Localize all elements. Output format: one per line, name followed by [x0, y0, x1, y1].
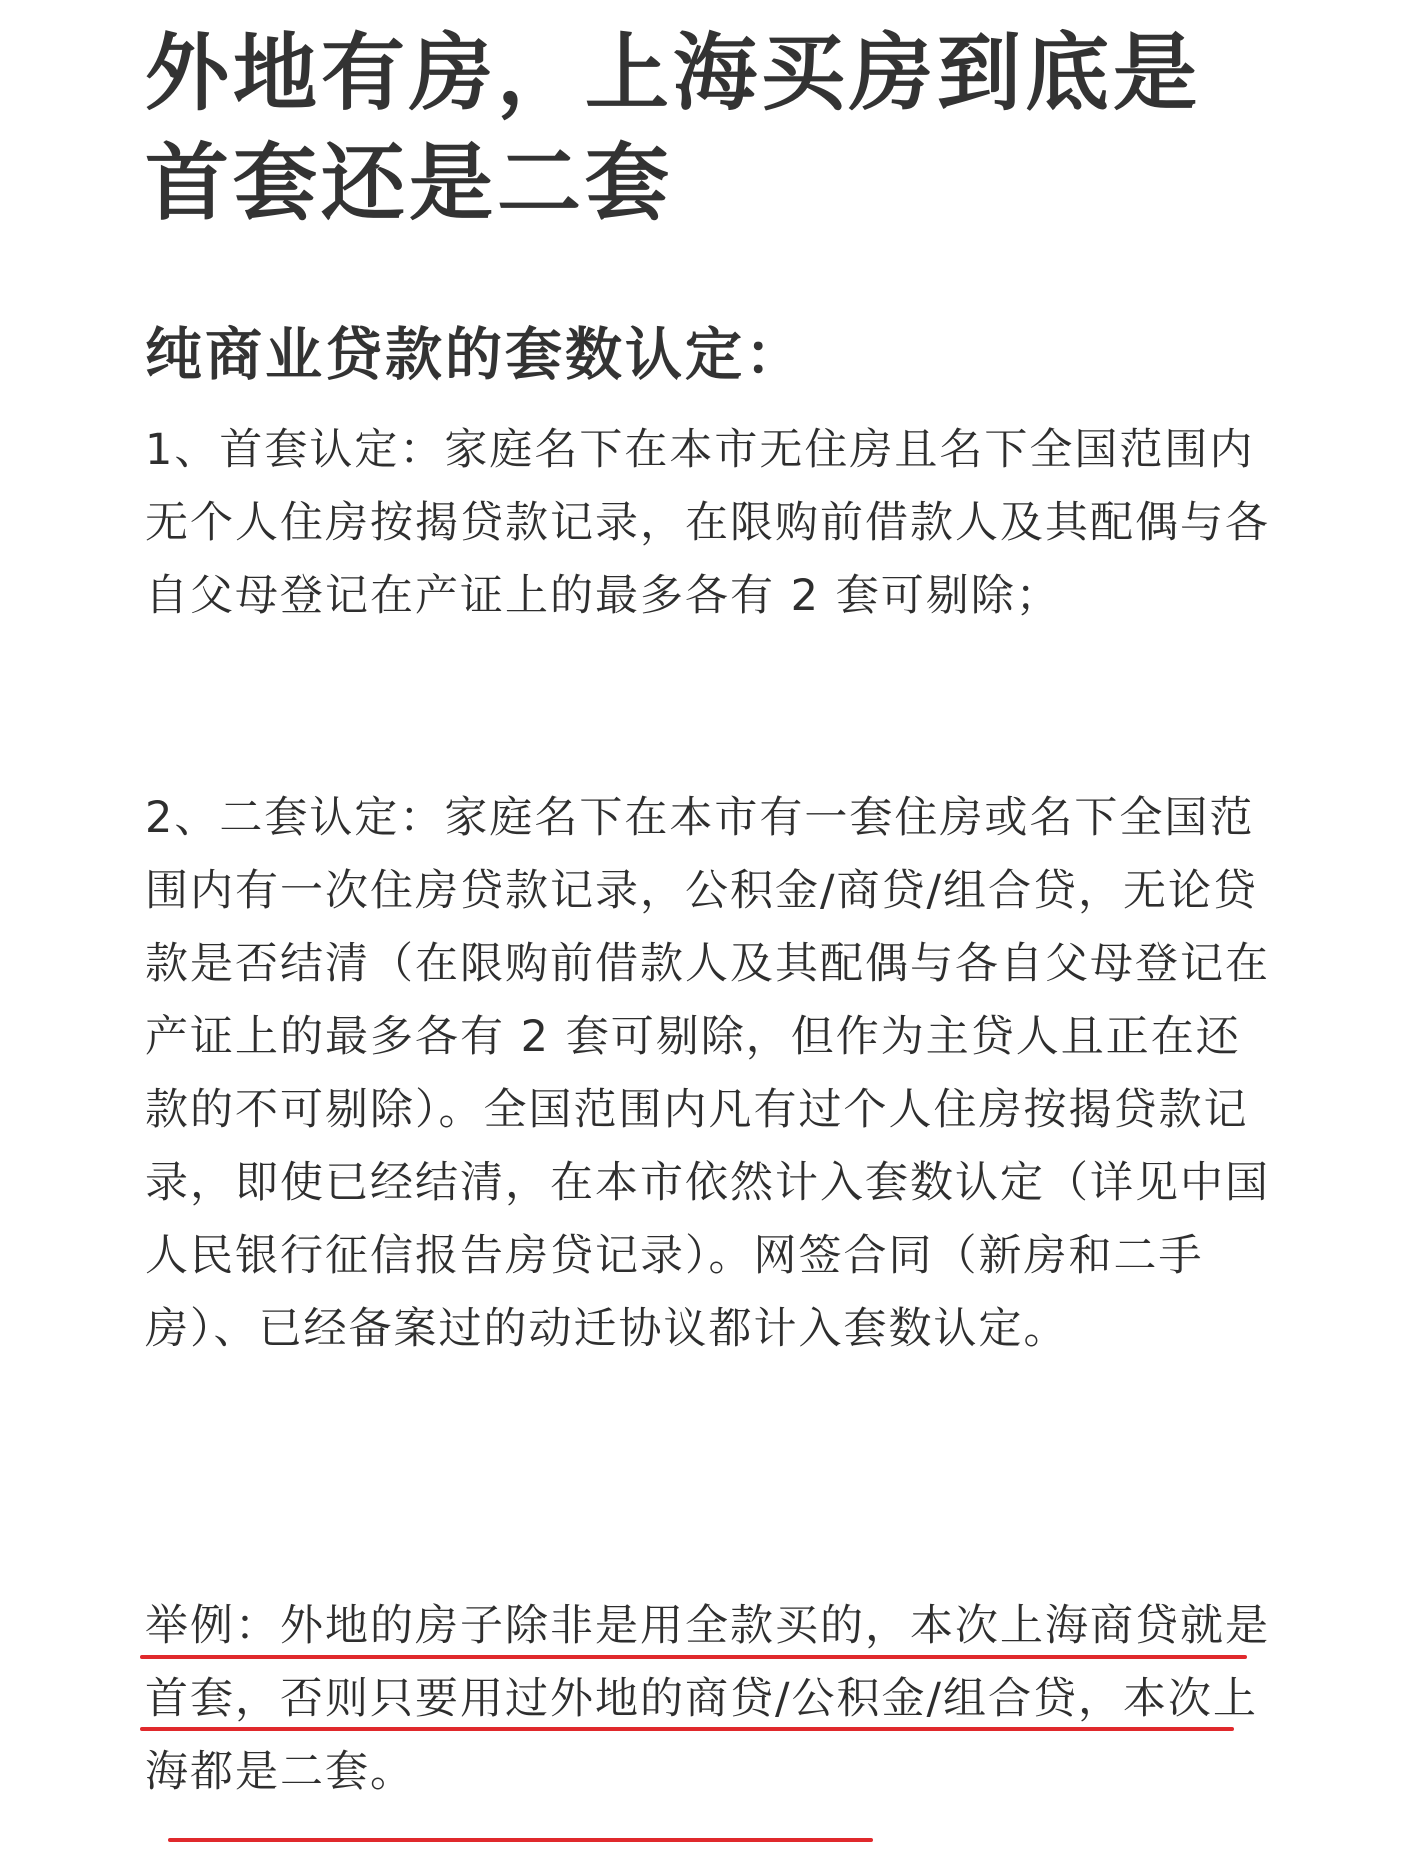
red-underline-3: [168, 1838, 873, 1842]
first-home-paragraph: 1、首套认定：家庭名下在本市无住房且名下全国范围内无个人住房按揭贷款记录，在限购前借款人及其配偶与各自父母登记在产证上的最多各有 2 套可剔除；: [145, 425, 1270, 621]
red-underline-1: [140, 1655, 1247, 1659]
example-paragraph: 举例：外地的房子除非是用全款买的，本次上海商贷就是首套，否则只要用过外地的商贷/公积金/组合贷，本次上海都是二套。: [145, 1601, 1270, 1797]
section-heading: 纯商业贷款的套数认定：: [145, 322, 805, 388]
page-title: 外地有房，上海买房到底是首套还是二套: [145, 24, 1202, 232]
second-home-paragraph: 2、二套认定：家庭名下在本市有一套住房或名下全国范围内有一次住房贷款记录，公积金/商贷/组合贷，无论贷款是否结清（在限购前借款人及其配偶与各自父母登记在产证上的最多各有 2 套可剔除，但作为主贷人且正在还款的不可剔除）。全国范围内凡有过个人住房按揭贷款记录，即使已经结清，在本市依然计入套数认定（详见中国人民银行征信报告房贷记录）。网签合同（新房和二手房）、已经备案过的动迁协议都计入套数认定。: [145, 793, 1270, 1354]
red-underline-2: [140, 1727, 1234, 1731]
